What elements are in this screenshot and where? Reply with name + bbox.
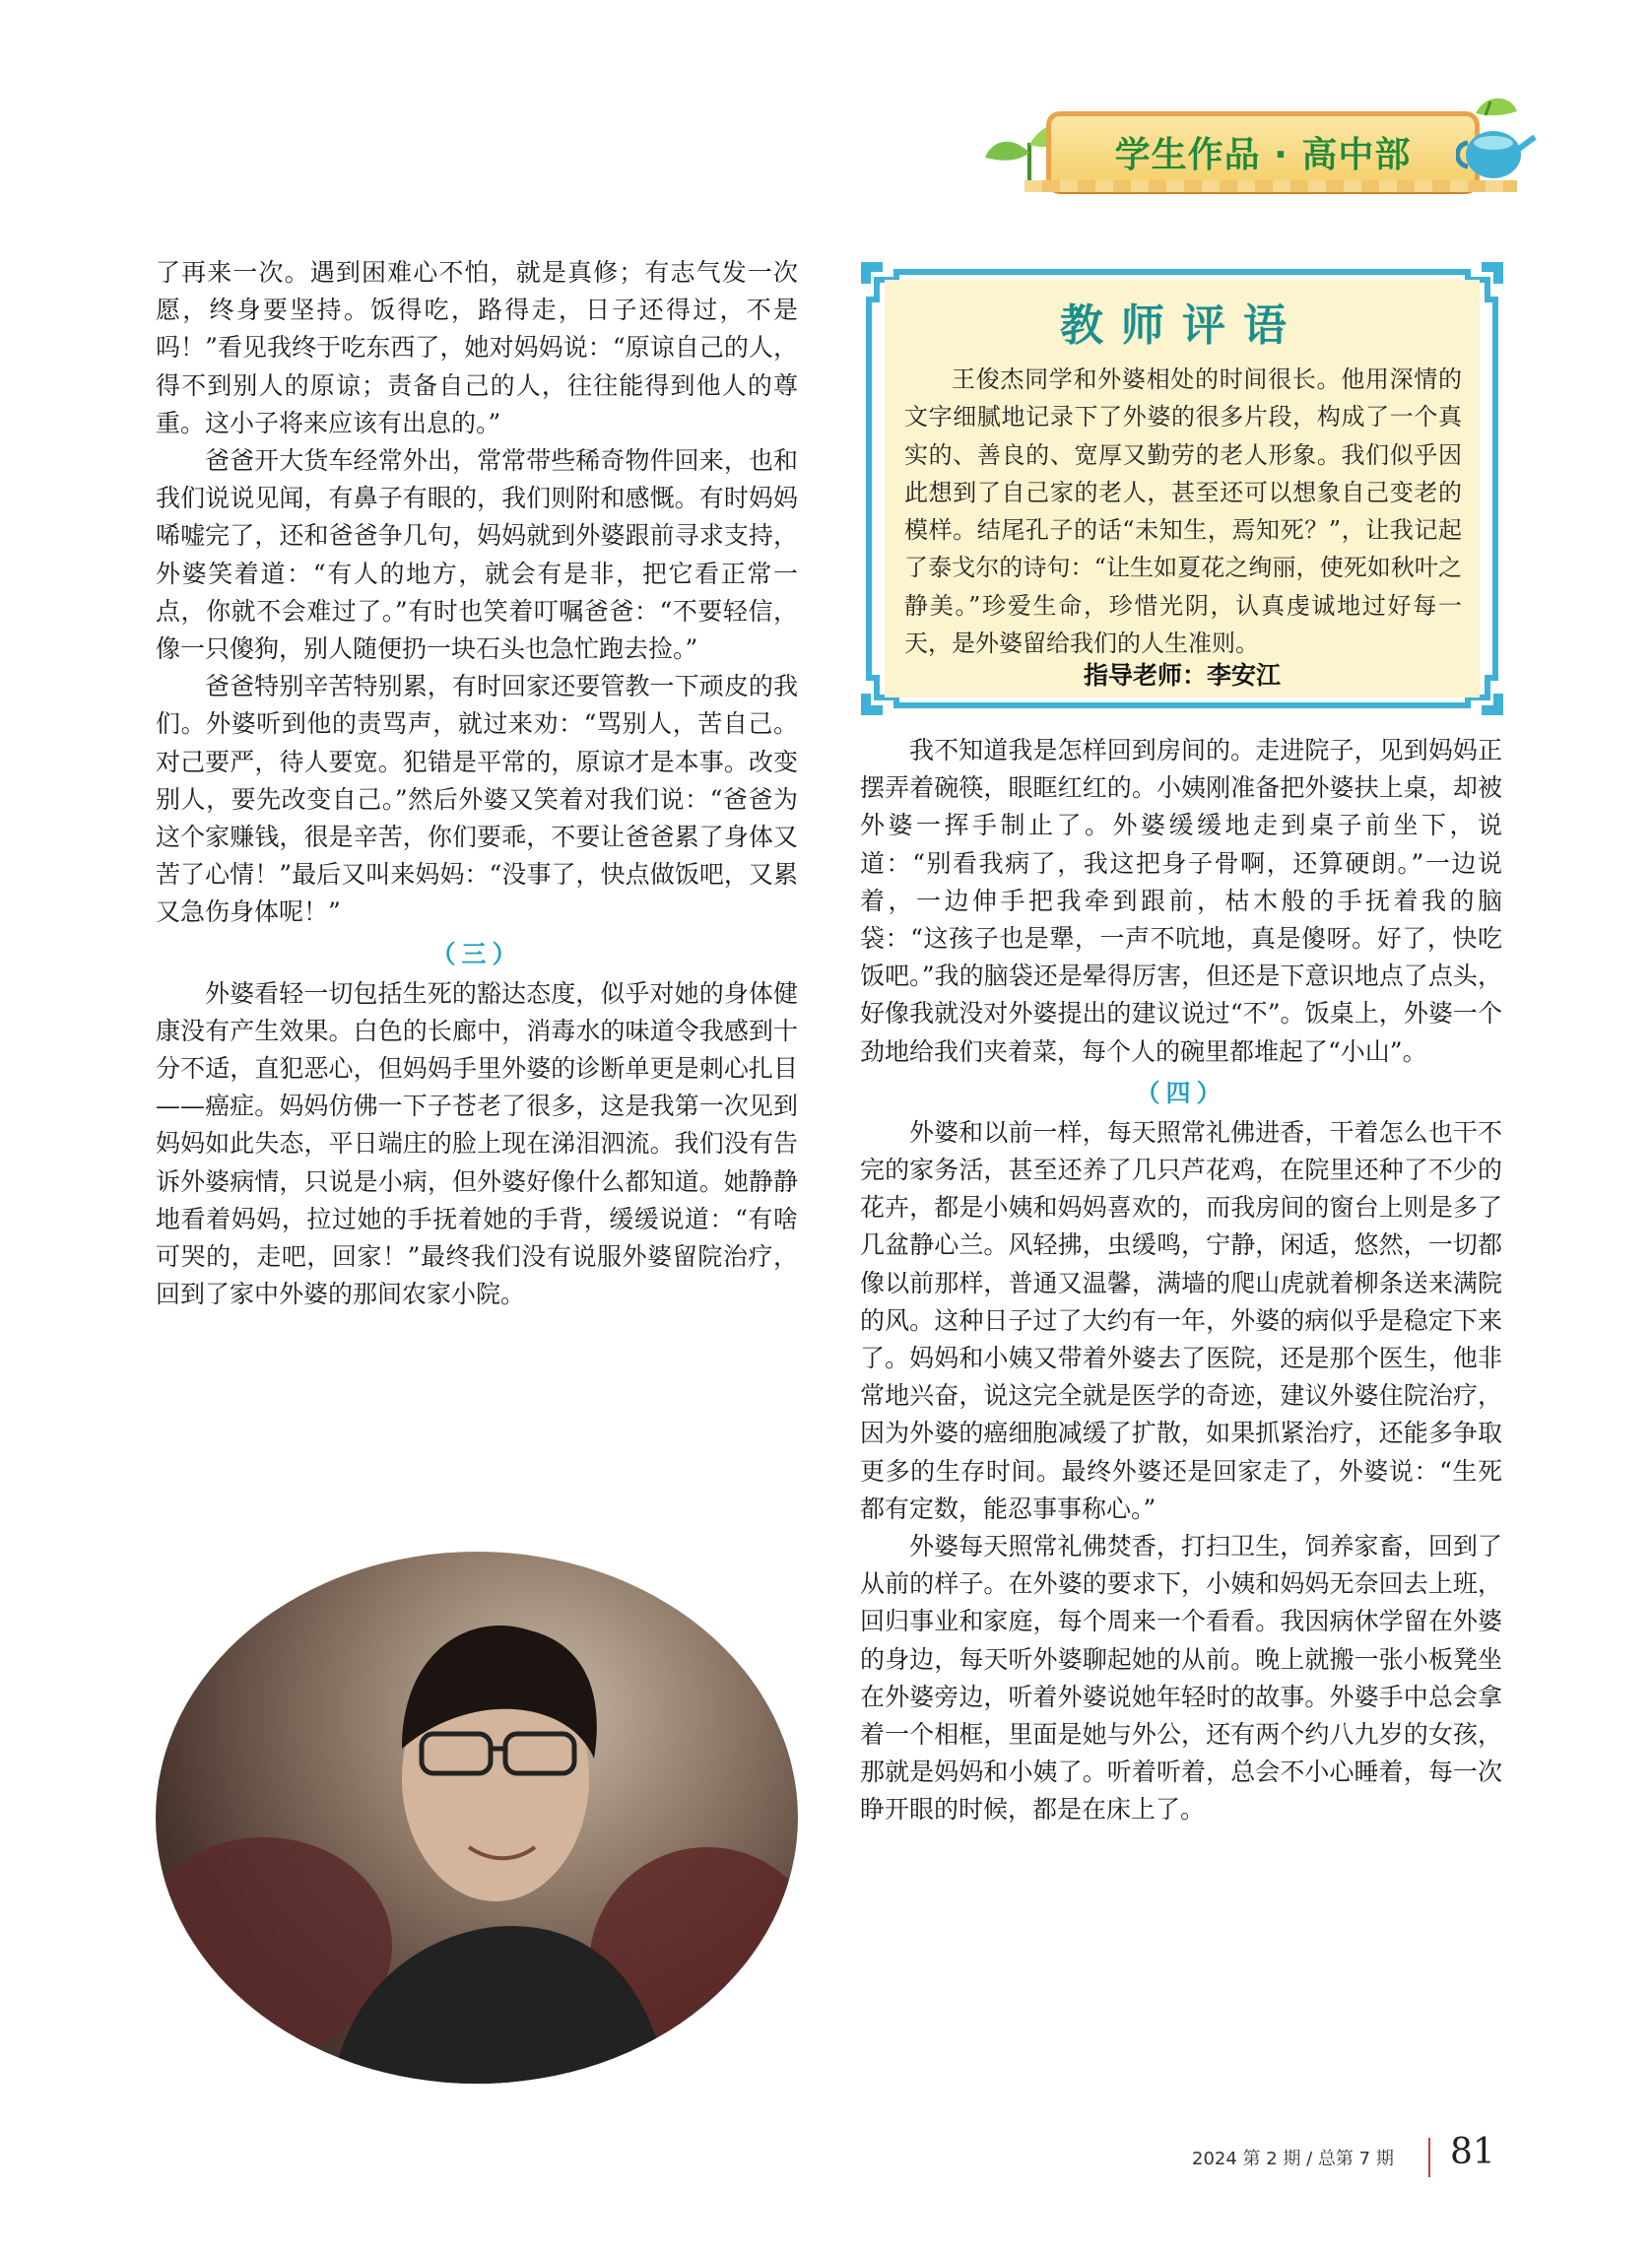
banner-base	[1024, 180, 1517, 192]
left-column	[156, 254, 798, 1313]
portrait-illustration	[156, 1552, 798, 2084]
footer-divider	[1428, 2138, 1430, 2177]
paragraph: 了再来一次。遇到困难心不怕，就是真修；有志气发一次愿，终身要坚持。饭得吃，路得走，日子还得过，不是吗！”看见我终于吃东西了，她对妈妈说：“原谅自己的人，得不到别人的原谅；责备自己的人，往往能得到他人的尊重。这小子将来应该有出息的。”	[156, 258, 798, 437]
paragraph: 外婆和以前一样，每天照常礼佛进香，干着怎么也干不完的家务活，甚至还养了几只芦花鸡，在院里还种了不少的花卉，都是小姨和妈妈喜欢的，而我房间的窗台上则是多了几盆静心兰。风轻拂，虫缓鸣，宁静，闲适，悠然，一切都像以前那样，普通又温馨，满墙的爬山虎就着柳条送来满院的风。这种日子过了大约有一年，外婆的病似乎是稳定下来了。妈妈和小姨又带着外婆去了医院，还是那个医生，他非常地兴奋，说这完全就是医学的奇迹，建议外婆住院治疗，因为外婆的癌细胞减缓了扩散，如果抓紧治疗，还能多争取更多的生存时间。最终外婆还是回家走了，外婆说：“生死都有定数，能忍事事称心。”	[860, 1117, 1502, 1523]
section-heading: （四）	[1135, 1078, 1227, 1107]
section-heading: （三）	[430, 939, 523, 968]
teacher-signature: 指导老师：李安江	[1083, 661, 1281, 690]
watering-can-icon	[1456, 94, 1537, 187]
banner-title: 学生作品 · 高中部	[1114, 134, 1412, 175]
teacher-comment-box	[857, 258, 1507, 719]
section-banner	[985, 94, 1537, 197]
right-column	[860, 732, 1502, 1829]
comment-title: 教师评语	[1060, 300, 1304, 351]
paragraph: 外婆看轻一切包括生死的豁达态度，似乎对她的身体健康没有产生效果。白色的长廊中，消毒水的味道令我感到十分不适，直犯恶心，但妈妈手里外婆的诊断单更是刺心扎目——癌症。妈妈仿佛一下子苍老了很多，这是我第一次见到妈妈如此失态，平日端庄的脸上现在涕泪泗流。我们没有告诉外婆病情，只说是小病，但外婆好像什么都知道。她静静地看着妈妈，拉过她的手抚着她的手背，缓缓说道：“有啥可哭的，走吧，回家！”最终我们没有说服外婆留院治疗，回到了家中外婆的那间农家小院。	[156, 978, 798, 1309]
issue-info: 2024 第 2 期 / 总第 7 期	[1192, 2149, 1394, 2169]
paragraph: 爸爸特别辛苦特别累，有时回家还要管教一下顽皮的我们。外婆听到他的责骂声，就过来劝：“骂别人，苦自己。对己要严，待人要宽。犯错是平常的，原谅才是本事。改变别人，要先改变自己。”然后外婆又笑着对我们说：“爸爸为这个家赚钱，很是辛苦，你们要乖，不要让爸爸累了身体又苦了心情！”最后又叫来妈妈：“没事了，快点做饭吧，又累又急伤身体呢！”	[156, 672, 798, 927]
portrait-photo	[156, 1552, 798, 2084]
page-number: 81	[1450, 2132, 1495, 2172]
comment-content	[885, 280, 1480, 697]
comment-text: 王俊杰同学和外婆相处的时间很长。他用深情的文字细腻地记录下了外婆的很多片段，构成了一个真实的、善良的、宽厚又勤劳的老人形象。我们似乎因此想到了自己家的老人，甚至还可以想象自己变老的模样。结尾孔子的话“未知生，焉知死？”，让我记起了泰戈尔的诗句：“让生如夏花之绚丽，使死如秋叶之静美。”珍爱生命，珍惜光阴，认真虔诚地过好每一天，是外婆留给我们的人生准则。	[904, 365, 1462, 658]
paragraph: 外婆每天照常礼佛焚香，打扫卫生，饲养家畜，回到了从前的样子。在外婆的要求下，小姨和妈妈无奈回去上班，回归事业和家庭，每个周来一个看看。我因病休学留在外婆的身边，每天听外婆聊起她的从前。晚上就搬一张小板凳坐在外婆旁边，听着外婆说她年轻时的故事。外婆手中总会拿着一个相框，里面是她与外公，还有两个约八九岁的女孩，那就是妈妈和小姨了。听着听着，总会不小心睡着，每一次睁开眼的时候，都是在床上了。	[860, 1532, 1502, 1825]
paragraph: 我不知道我是怎样回到房间的。走进院子，见到妈妈正摆弄着碗筷，眼眶红红的。小姨刚准备把外婆扶上桌，却被外婆一挥手制止了。外婆缓缓地走到桌子前坐下，说道：“别看我病了，我这把身子骨啊，还算硬朗。”一边说着，一边伸手把我牵到跟前，枯木般的手抚着我的脑袋：“这孩子也是犟，一声不吭地，真是傻呀。好了，快吃饭吧。”我的脑袋还是晕得厉害，但还是下意识地点了点头，好像我就没对外婆提出的建议说过“不”。饭桌上，外婆一个劲地给我们夹着菜，每个人的碗里都堆起了“小山”。	[860, 736, 1502, 1066]
paragraph: 爸爸开大货车经常外出，常常带些稀奇物件回来，也和我们说说见闻，有鼻子有眼的，我们则附和感慨。有时妈妈唏嘘完了，还和爸爸争几句，妈妈就到外婆跟前寻求支持，外婆笑着道：“有人的地方，就会有是非，把它看正常一点，你就不会难过了。”有时也笑着叮嘱爸爸：“不要轻信，像一只傻狗，别人随便扔一块石头也急忙跑去捡。”	[156, 446, 798, 664]
